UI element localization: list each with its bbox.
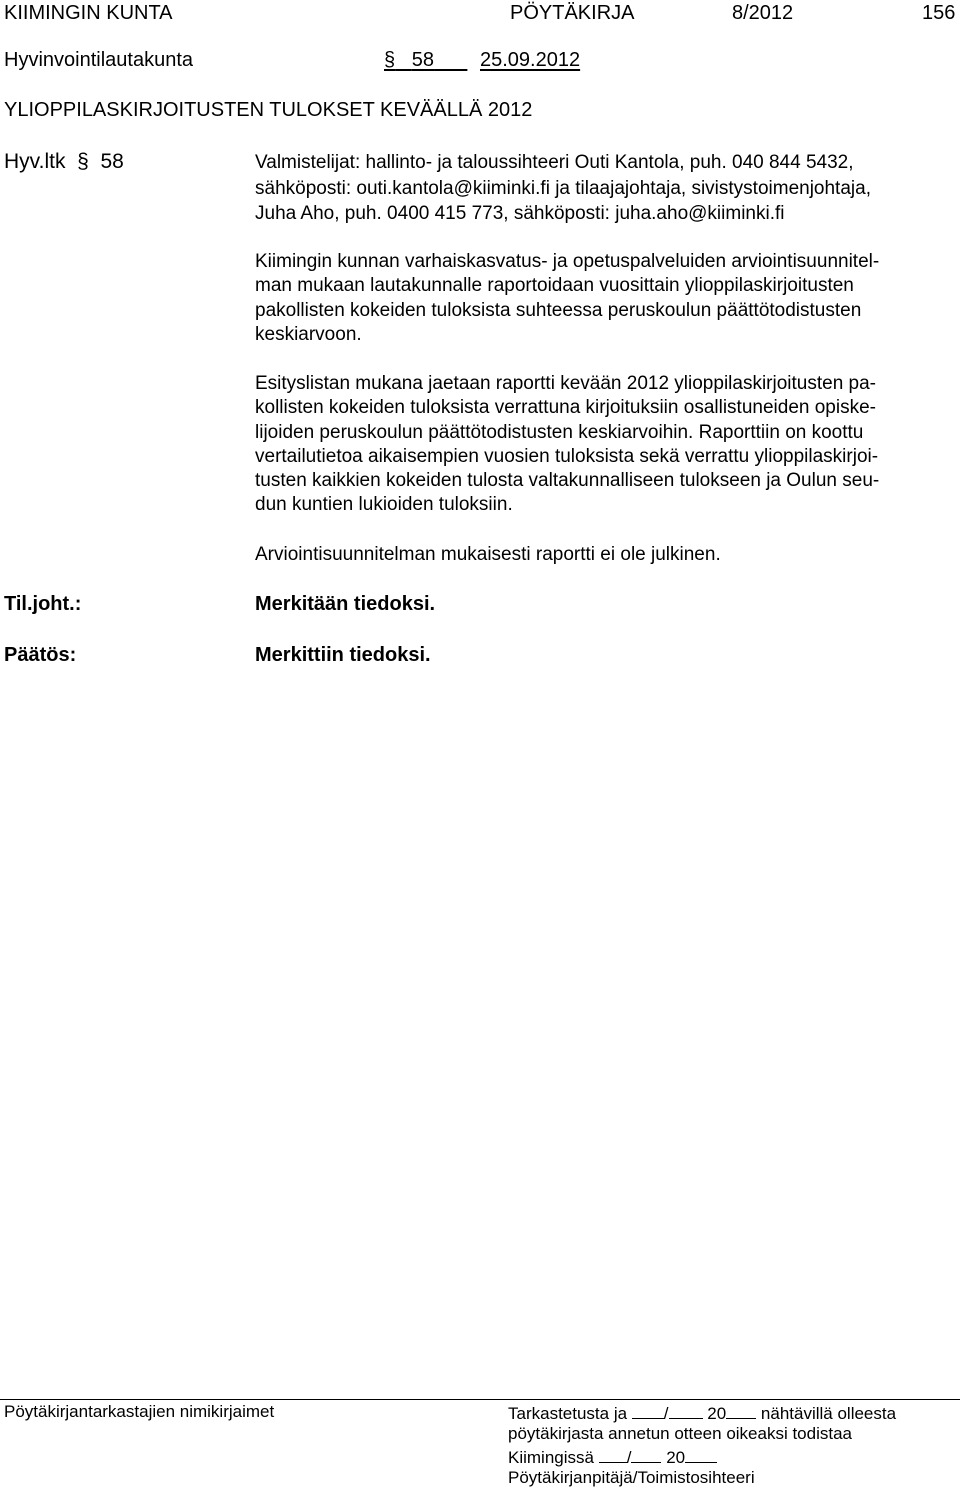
- month-blank: [631, 1446, 661, 1463]
- paragraph-line: pakollisten kokeiden tuloksista suhteessa peruskoulun päättötodistusten: [255, 299, 862, 321]
- committee-abbr: Hyv.ltk: [4, 150, 66, 173]
- page-title: YLIOPPILASKIRJOITUSTEN TULOKSET KEVÄÄLLÄ 2012: [4, 99, 533, 121]
- day-blank: [632, 1402, 664, 1419]
- item-reference: [4, 150, 124, 174]
- page-number: 156: [922, 2, 956, 24]
- document-type: PÖYTÄKIRJA: [510, 2, 635, 24]
- paragraph-report-content: [255, 372, 955, 518]
- footer-initials-label: Pöytäkirjantarkastajien nimikirjaimet: [4, 1402, 275, 1421]
- header-section-ref: [384, 49, 467, 72]
- section-symbol: §: [384, 49, 396, 71]
- preparers-line: Valmistelijat: hallinto- ja taloussihteeri Outi Kantola, puh. 040 844 5432,: [255, 152, 854, 173]
- paragraph-report-basis: [255, 250, 955, 347]
- paragraph-line: keskiarvoon.: [255, 323, 362, 345]
- paragraph-line: Esityslistan mukana jaetaan raportti kevään 2012 ylioppilaskirjoitusten pa-: [255, 373, 877, 394]
- decision-text: Merkittiin tiedoksi.: [255, 644, 431, 666]
- footer-certification-line-4: Pöytäkirjanpitäjä/Toimistosihteeri: [508, 1468, 755, 1487]
- item-section-number: 58: [100, 150, 124, 173]
- paragraph-confidentiality: [255, 543, 955, 567]
- year-blank: [726, 1402, 756, 1419]
- footer-certification-line-2: pöytäkirjasta annetun otteen oikeaksi todistaa: [508, 1424, 853, 1443]
- committee-name: Hyvinvointilautakunta: [4, 49, 193, 71]
- preparers-line: sähköposti: outi.kantola@kiiminki.fi ja tilaajajohtaja, sivistystoimenjohtaja,: [255, 177, 871, 199]
- municipality-name: KIIMINGIN KUNTA: [4, 2, 173, 24]
- footer-certification-line-3: Kiimingissä / 20: [508, 1446, 717, 1468]
- paragraph-line: Arviointisuunnitelman mukaisesti raportti ei ole julkinen.: [255, 544, 721, 565]
- footer-certification-line-1: Tarkastetusta ja / 20 nähtävillä olleesta: [508, 1404, 897, 1423]
- document-number: 8/2012: [732, 2, 794, 24]
- year-blank: [685, 1446, 717, 1463]
- preparers-block: [255, 150, 955, 227]
- item-section-symbol: §: [77, 150, 89, 173]
- paragraph-line: tusten kaikkien kokeiden tulosta valtakunnalliseen tulokseen ja Oulun seu-: [255, 470, 880, 492]
- section-number: 58: [411, 49, 435, 71]
- paragraph-line: vertailutietoa aikaisempien vuosien tuloksista sekä verrattu ylioppilaskirjoi-: [255, 445, 879, 467]
- day-blank: [599, 1446, 627, 1463]
- month-blank: [669, 1402, 703, 1419]
- proposal-label: Til.joht.:: [4, 593, 82, 615]
- preparers-line: Juha Aho, puh. 0400 415 773, sähköposti: juha.aho@kiiminki.fi: [255, 203, 785, 224]
- paragraph-line: Kiimingin kunnan varhaiskasvatus- ja opetuspalveluiden arviointisuunnitel-: [255, 251, 880, 272]
- paragraph-line: lijoiden peruskoulun päättötodistusten keskiarvoihin. Raporttiin on koottu: [255, 421, 864, 443]
- proposal-text: Merkitään tiedoksi.: [255, 593, 436, 615]
- footer-divider: [0, 1399, 960, 1400]
- paragraph-line: dun kuntien lukioiden tuloksiin.: [255, 494, 513, 516]
- meeting-date: 25.09.2012: [480, 49, 581, 71]
- paragraph-line: man mukaan lautakunnalle raportoidaan vuosittain ylioppilaskirjoitusten: [255, 275, 854, 297]
- paragraph-line: kollisten kokeiden tuloksista verrattuna kirjoituksiin osallistuneiden opiske-: [255, 397, 876, 419]
- decision-label: Päätös:: [4, 644, 77, 666]
